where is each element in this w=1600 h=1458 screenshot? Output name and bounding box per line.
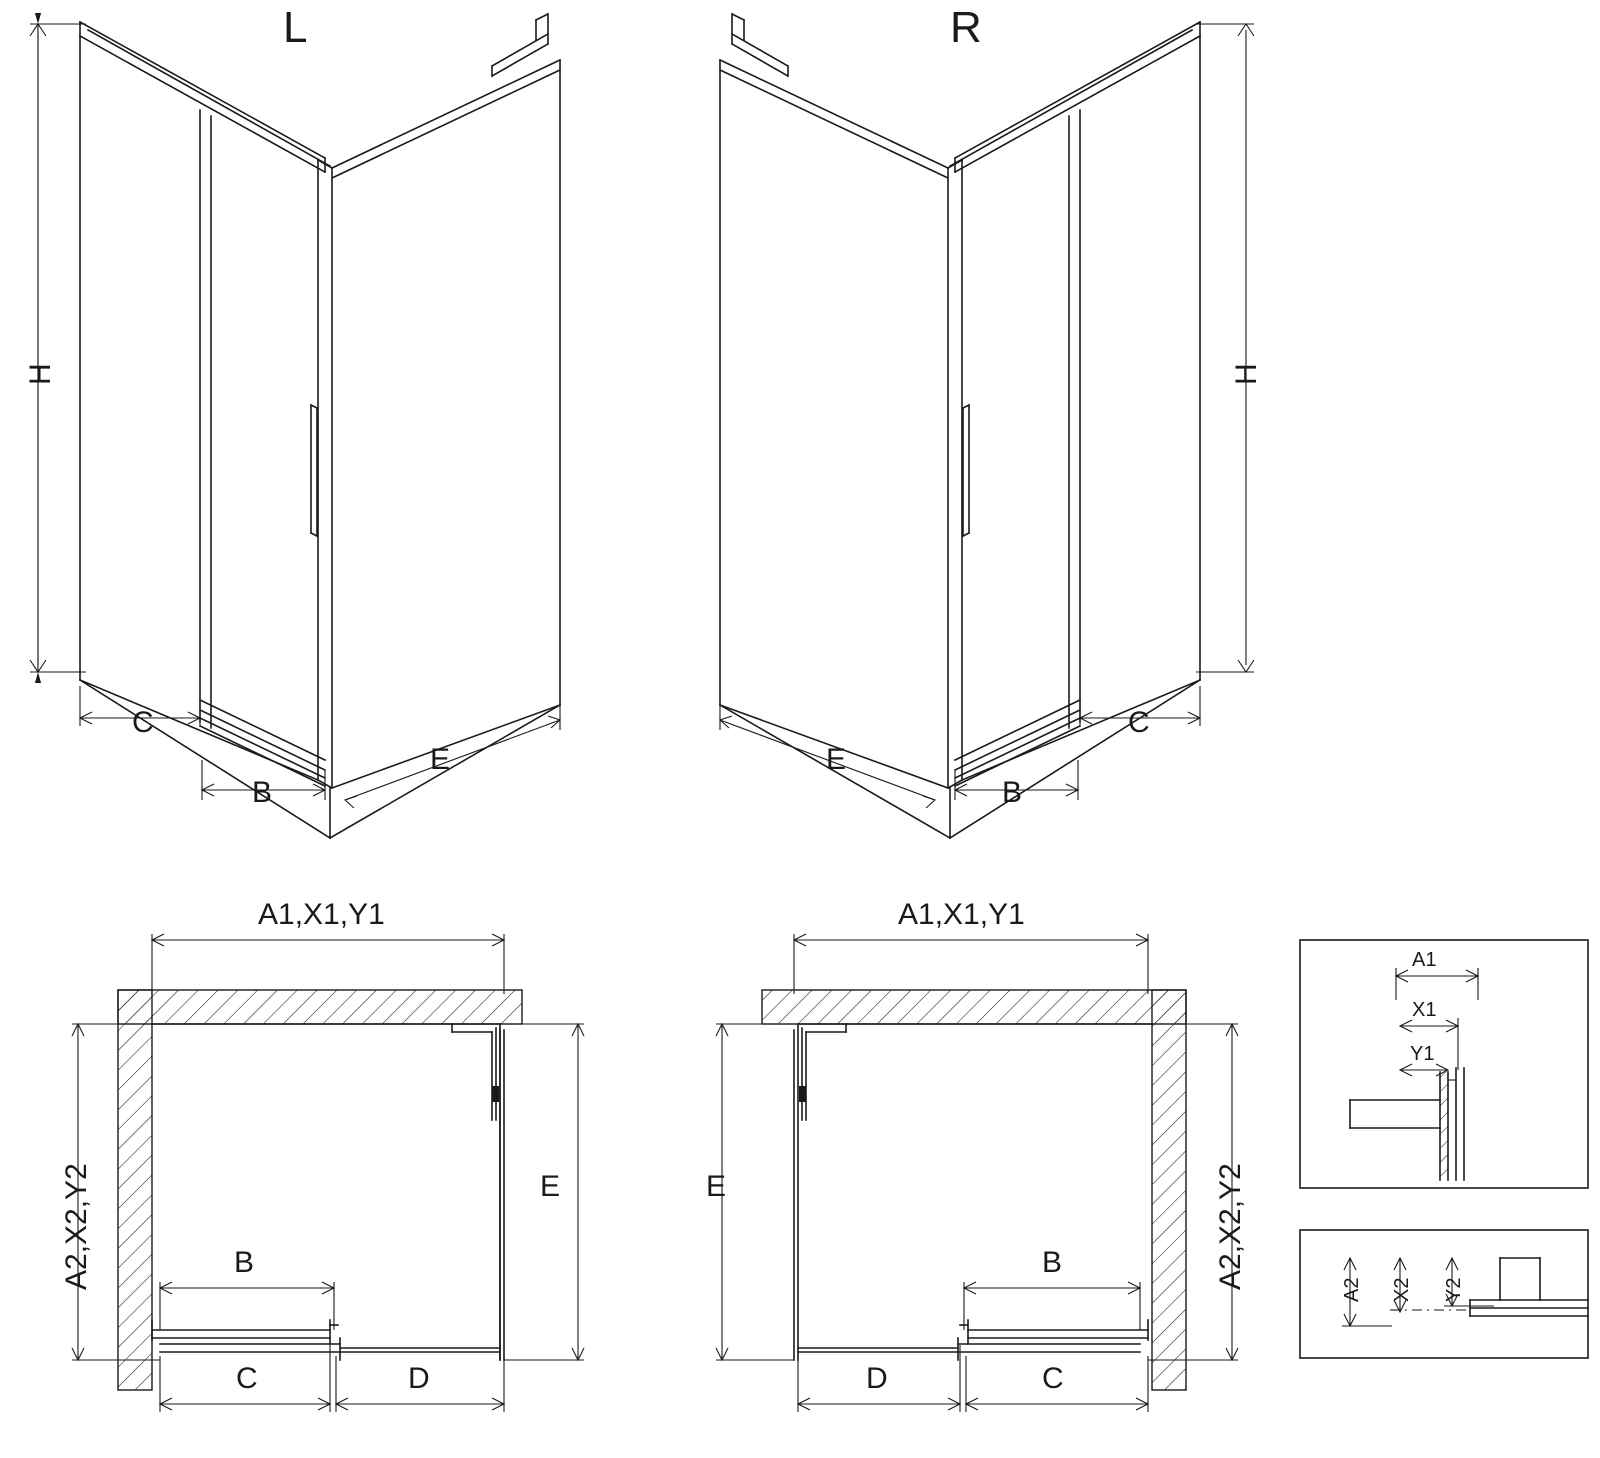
plan-left-side-dim-label: A2,X2,Y2 — [60, 1163, 93, 1290]
plan-right-bottom-dim-2-label: C — [1042, 1362, 1064, 1395]
detail-bottom-dim3-label: Y2 — [1443, 1277, 1465, 1302]
plan-left-bottom-dim-1-label: C — [236, 1362, 258, 1395]
detail-top-dim2-label: X1 — [1412, 999, 1437, 1021]
plan-left-right-dim-label: E — [540, 1170, 561, 1203]
plan-left-bottom-dim-2-label: D — [408, 1362, 430, 1395]
iso-left-side-panel-label: C — [132, 706, 154, 739]
plan-left-geometry — [118, 990, 522, 1390]
detail-top-geometry — [1300, 940, 1588, 1188]
detail-bottom-dim1-label: A2 — [1341, 1277, 1363, 1302]
iso-right-door-label: B — [1002, 776, 1023, 809]
plan-right-left-dim-label: E — [706, 1170, 727, 1203]
plan-left-top-dim-label: A1,X1,Y1 — [258, 898, 385, 931]
iso-right-height-label: H — [1230, 363, 1263, 385]
iso-left-height-label: H — [24, 363, 57, 385]
detail-bottom-dim2-label: X2 — [1391, 1277, 1413, 1302]
plan-right-door-dim-label: B — [1042, 1246, 1063, 1279]
iso-left-door-label: B — [252, 776, 273, 809]
iso-right-title: R — [950, 3, 982, 52]
iso-right-side-panel-label: C — [1128, 706, 1150, 739]
iso-left-front-panel-label: E — [430, 743, 451, 776]
plan-left-door-dim-label: B — [234, 1246, 255, 1279]
iso-left-title: L — [283, 3, 308, 52]
detail-top-dim1-label: A1 — [1412, 949, 1437, 971]
plan-right-geometry — [762, 990, 1186, 1390]
plan-right-top-dim-label: A1,X1,Y1 — [898, 898, 1025, 931]
plan-right-bottom-dim-1-label: D — [866, 1362, 888, 1395]
iso-right-front-panel-label: E — [826, 743, 847, 776]
detail-top-dim3-label: Y1 — [1410, 1043, 1435, 1065]
plan-right-side-dim-label: A2,X2,Y2 — [1214, 1163, 1247, 1290]
